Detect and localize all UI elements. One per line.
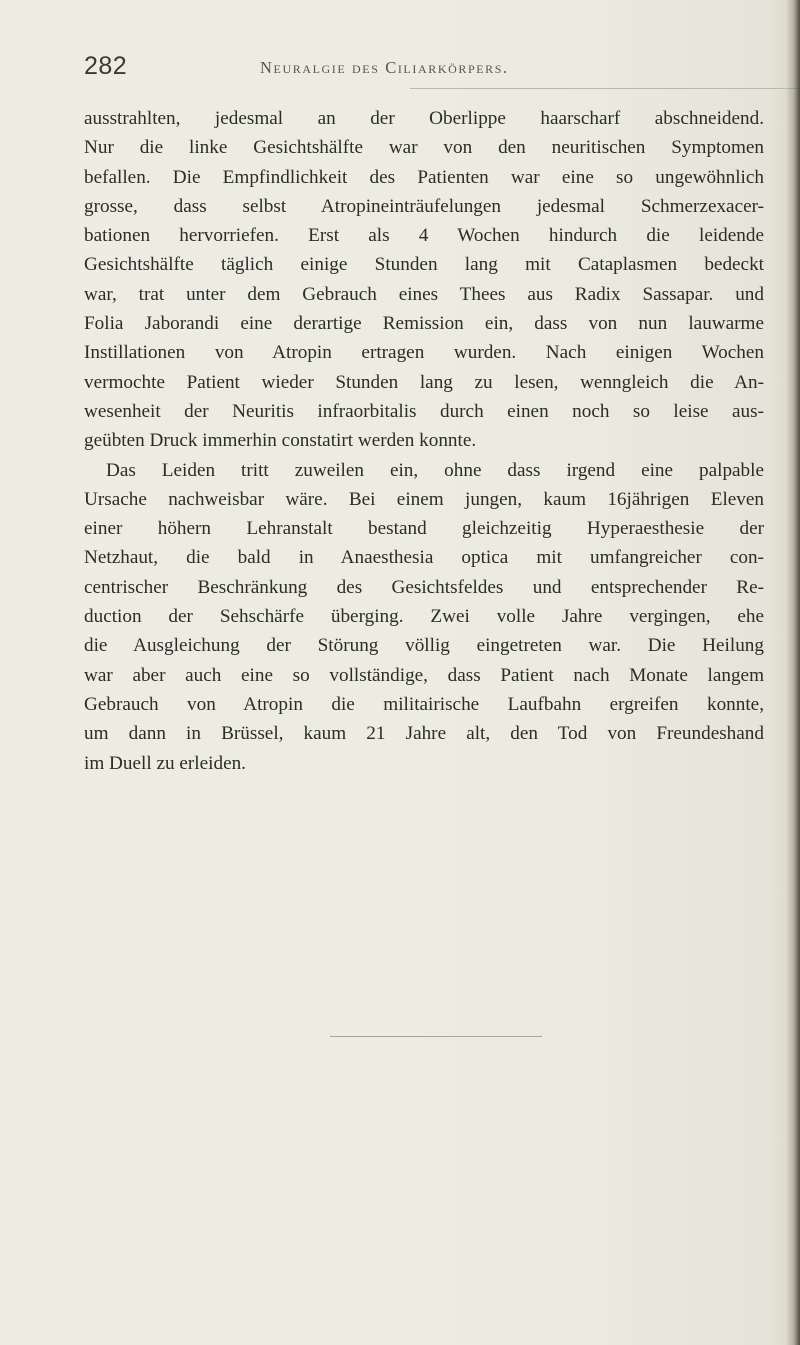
page-header bbox=[84, 52, 764, 88]
text-line: centrischer Beschränkung des Gesichtsfeldes und entsprechender Re- bbox=[84, 576, 764, 598]
text-line: Nur die linke Gesichtshälfte war von den neuritischen Symptomen bbox=[84, 137, 764, 159]
running-head: Neuralgie des Ciliarkörpers. bbox=[260, 58, 509, 77]
text-line: war aber auch eine so vollständige, dass Patient nach Monate langem bbox=[84, 664, 764, 686]
footer-rule bbox=[330, 1036, 542, 1037]
text-line: duction der Sehschärfe überging. Zwei volle Jahre vergingen, ehe bbox=[84, 606, 764, 628]
text-line: vermochte Patient wieder Stunden lang zu lesen, wenngleich die An- bbox=[84, 371, 764, 393]
text-line: Das Leiden tritt zuweilen ein, ohne dass irgend eine palpable bbox=[106, 459, 764, 481]
body-text bbox=[84, 104, 764, 778]
text-line: Gebrauch von Atropin die militairische Laufbahn ergreifen konnte, bbox=[84, 693, 764, 715]
text-line: die Ausgleichung der Störung völlig eingetreten war. Die Heilung bbox=[84, 635, 764, 657]
header-rule bbox=[410, 88, 800, 89]
page-number: 282 bbox=[84, 52, 128, 80]
text-line: einer höhern Lehranstalt bestand gleichzeitig Hyperaesthesie der bbox=[84, 518, 764, 540]
text-line: Folia Jaborandi eine derartige Remission ein, dass von nun lauwarme bbox=[84, 313, 764, 335]
text-line: ausstrahlten, jedesmal an der Oberlippe haarscharf abschneidend. bbox=[84, 108, 764, 129]
text-line: geübten Druck immerhin constatirt werden konnte. bbox=[84, 430, 477, 452]
page-edge-shadow bbox=[786, 0, 800, 1345]
text-line: grosse, dass selbst Atropineinträufelungen jedesmal Schmerzexacer- bbox=[84, 195, 764, 217]
text-line: war, trat unter dem Gebrauch eines Thees aus Radix Sassapar. und bbox=[84, 283, 764, 305]
text-line: Gesichtshälfte täglich einige Stunden lang mit Cataplasmen bedeckt bbox=[84, 254, 764, 276]
text-line: Netzhaut, die bald in Anaesthesia optica mit umfangreicher con- bbox=[84, 547, 764, 569]
text-line: bationen hervorriefen. Erst als 4 Wochen hindurch die leidende bbox=[84, 225, 764, 247]
text-line: Instillationen von Atropin ertragen wurden. Nach einigen Wochen bbox=[84, 342, 764, 364]
text-line: im Duell zu erleiden. bbox=[84, 752, 246, 774]
text-line: wesenheit der Neuritis infraorbitalis durch einen noch so leise aus- bbox=[84, 400, 764, 422]
text-line: Ursache nachweisbar wäre. Bei einem jungen, kaum 16jährigen Eleven bbox=[84, 488, 764, 510]
text-line: um dann in Brüssel, kaum 21 Jahre alt, den Tod von Freundeshand bbox=[84, 723, 764, 745]
text-line: befallen. Die Empfindlichkeit des Patienten war eine so ungewöhnlich bbox=[84, 166, 764, 188]
